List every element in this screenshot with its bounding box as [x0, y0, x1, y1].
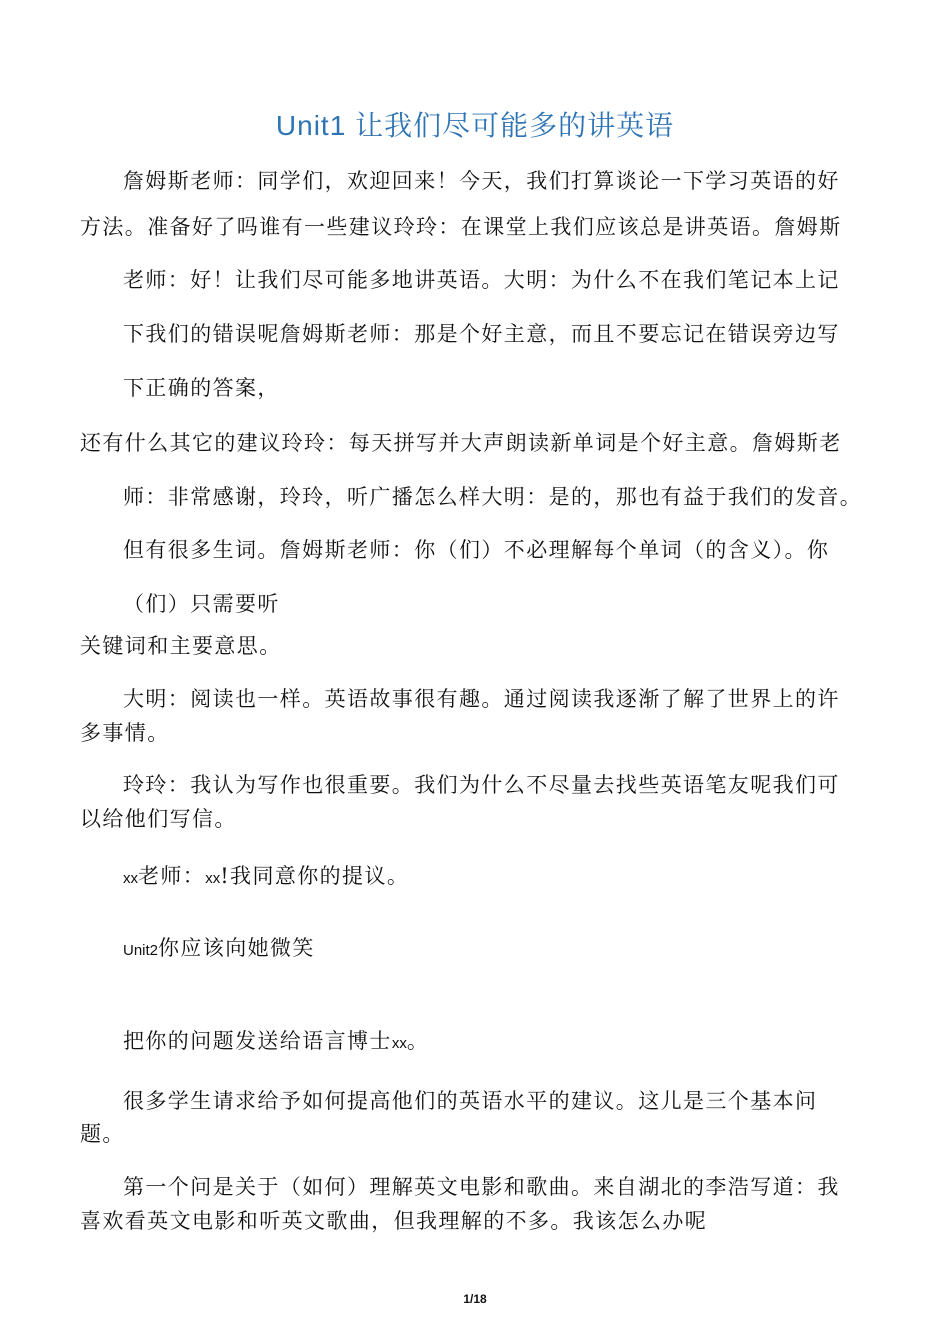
text-line: 玲玲：我认为写作也很重要。我们为什么不尽量去找些英语笔友呢我们可 — [123, 773, 840, 797]
text-segment: !我同意你的提议。 — [220, 864, 410, 888]
text-line: 师：非常感谢，玲玲，听广播怎么样大明：是的，那也有益于我们的发音。 — [123, 485, 863, 509]
unit-title: 你应该向她微笑 — [158, 936, 315, 960]
text-line: 第一个问是关于（如何）理解英文电影和歌曲。来自湖北的李浩写道：我 — [123, 1175, 840, 1199]
text-line: 大明：阅读也一样。英语故事很有趣。通过阅读我逐渐了解了世界上的许 — [123, 687, 840, 711]
text-line: 方法。准备好了吗谁有一些建议玲玲：在课堂上我们应该总是讲英语。詹姆斯 — [80, 215, 842, 239]
text-line: 但有很多生词。詹姆斯老师：你（们）不必理解每个单词（的含义）。你 — [123, 538, 830, 562]
text-line: 詹姆斯老师：同学们，欢迎回来！今天，我们打算谈论一下学习英语的好 — [123, 169, 840, 193]
text-line: 下我们的错误呢詹姆斯老师：那是个好主意，而且不要忘记在错误旁边写 — [123, 322, 840, 346]
text-segment: 把你的问题发送给语言博士 — [123, 1029, 392, 1053]
page-number: 1/18 — [463, 1292, 487, 1306]
text-line: 以给他们写信。 — [80, 807, 237, 831]
text-line: （们）只需要听 — [123, 592, 280, 616]
unit-label: Unit2 — [123, 942, 159, 959]
text-segment: 老师： — [138, 864, 206, 888]
text-line — [123, 1031, 429, 1052]
text-segment: 。 — [406, 1029, 430, 1053]
text-line: 还有什么其它的建议玲玲：每天拼写并大声朗读新单词是个好主意。詹姆斯老 — [80, 431, 842, 455]
unit2-heading — [123, 938, 315, 959]
text-line: 老师：好！让我们尽可能多地讲英语。大明：为什么不在我们笔记本上记 — [123, 268, 840, 292]
text-line: 很多学生请求给予如何提高他们的英语水平的建议。这儿是三个基本问 — [123, 1089, 818, 1113]
placeholder-xx: xx — [205, 870, 221, 887]
page-title: Unit1 让我们尽可能多的讲英语 — [275, 110, 675, 141]
text-line: 多事情。 — [80, 721, 170, 745]
placeholder-xx: xx — [123, 870, 138, 887]
text-line: 下正确的答案， — [123, 376, 280, 400]
teacher-reply-line — [123, 866, 409, 887]
text-line: 喜欢看英文电影和听英文歌曲，但我理解的不多。我该怎么办呢 — [80, 1209, 708, 1233]
text-line: 题。 — [80, 1122, 125, 1146]
placeholder-xx: xx — [391, 1035, 407, 1052]
text-line: 关键词和主要意思。 — [80, 634, 282, 658]
